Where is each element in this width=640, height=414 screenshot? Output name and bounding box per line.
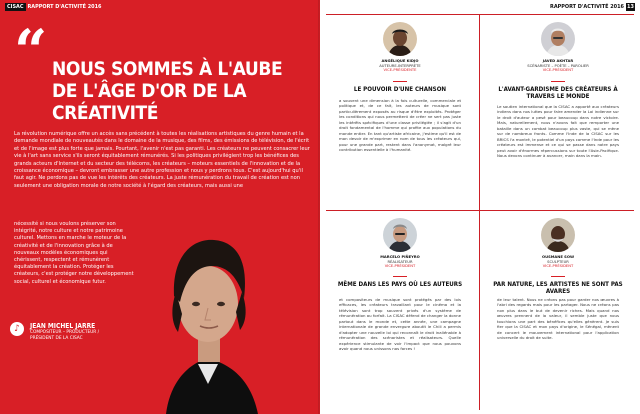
right-page: [320, 0, 640, 414]
middle-rule: [326, 210, 634, 211]
right-running-header: [550, 3, 635, 11]
pineyro-name: MARCELO PIÑEYRO: [380, 255, 420, 259]
music-note-icon: ♪: [10, 322, 24, 336]
akhtar-role1: SCÉNARISTE – POÈTE – PAROLIER: [527, 63, 589, 68]
center-rule-top: [479, 14, 480, 210]
pineyro-title: MÊME DANS LES PAYS OÙ LES AUTEURS: [337, 281, 463, 288]
intro-paragraph: La révolution numérique offre un accès sans précédent à toutes les réalisations artistiques du genre humain et la demande mondiale de nouveautés dans le domaine de la musique, des films, des émissions de télévision, de l'écrit et de l'image est plus forte que jamais. Pourtant, l'avenir n'est pas garanti. Les créateurs ne peuvent consacrer leur vie à l'art sans service s'ils seront équitablement rémunérés. Si les politiques privilégient trop les bénéfices des grands acteurs d'Internet et du secteur des télécoms, les créateurs – moteurs essentiels de l'innovation et de la croissance économique – devront embrasser une autre profession et nous y perdrons tous. C'est aujourd'hui qu'il faut agir. Ne perdons pas de vue les intérêts des créateurs. La juste rémunération du travail de création est non seulement une obligation morale de notre société à l'égard des créateurs, mais aussi une: [14, 131, 310, 189]
sow-body: de leur talent. Nous ne créons pas pour garder nos œuvres à l'abri des regards mais pour les partager. Nous ne créons pas non plus dans le but de devenir riches. Mais quand nos œuvres prennent de la valeur, il semble juste que nous touchions une part des bénéfices qu'elles génèrent. Je suis fier que la CISAC et mon pays d'origine, le Sénégal, mènent de concert le mouvement international pour l'application universelle du droit de suite.: [497, 297, 619, 341]
top-rule: [326, 14, 634, 15]
kidjo-caption: [355, 59, 445, 73]
kidjo-accent: [393, 81, 407, 82]
sow-role2: VICE-PRÉSIDENT: [542, 264, 574, 269]
left-running-header: [5, 3, 101, 11]
page-number: 13: [627, 4, 634, 10]
pineyro-body: et compositeurs de musique sont protégés par des lois efficaces, les créateurs travaillant pour le cinéma et la télévision sont trop souvent privés d'un système de rémunération au forfait. La CISAC défend de changer la donne partout dans le monde et, cette année, une campagne internationale de grande envergure aboutit le Chili a permis d'adopter une nouvelle loi qui reconnaît le droit inaliénable à rémunération des scénaristes et réalisateurs. Quelle expérience stimulante de voir l'impact que nous pouvons avoir quand nous unissons nos forces !: [339, 297, 461, 352]
akhtar-photo: [541, 22, 575, 56]
cisac-tag: CISAC: [7, 4, 24, 10]
pineyro-role1: RÉALISATEUR: [387, 259, 413, 264]
kidjo-name: ANGÉLIQUE KIDJO: [381, 59, 419, 63]
sow-accent: [551, 276, 565, 277]
right-header-label: RAPPORT D'ACTIVITÉ 2016: [550, 4, 624, 10]
sow-title: PAR NATURE, LES ARTISTES NE SONT PAS AVARES: [493, 281, 623, 296]
kidjo-role2: VICE-PRÉSIDENTE: [383, 68, 417, 73]
headline: NOUS SOMMES À L'AUBE DE L'ÂGE D'OR DE LA CRÉATIVITÉ: [52, 58, 283, 124]
signature-role: COMPOSITEUR – PRODUCTEUR / PRÉSIDENT DE LA CISAC: [30, 330, 100, 341]
sow-role1: SCULPTEUR: [547, 259, 569, 264]
akhtar-title: L'AVANT-GARDISME DES CRÉATEURS À TRAVERS LE MONDE: [498, 86, 618, 101]
pineyro-role2: VICE-PRÉSIDENT: [384, 264, 416, 269]
kidjo-body: a souvent une dimension à la fois culturelle, commerciale et politique et, de ce fait, les auteurs de musique sont particulièrement exposés au risque d'être exploités. Protéger les conditions qui nous permettent de créer ne sert pas juste les intérêts spécifiques d'une classe privilégiée ; il s'agit d'un droit fondamental de l'homme qui profite aux populations du monde entier. En tant qu'artiste africaine, j'estime qu'il est de mon devoir de m'exprimer en nom de tous les créateurs qui, pour une grande part, restent dans l'anonymat, malgré leur contribution essentielle à l'humanité.: [339, 98, 461, 153]
signature-block: [10, 322, 110, 341]
akhtar-body: Le soutien international que la CISAC a apporté aux créateurs indiens dans nos luttes pour faire amender la Loi indienne sur le droit d'auteur a pesé pour beaucoup dans notre victoire. Mais, naturellement, nous n'avons fait que remporter une bataille dans un combat beaucoup plus vaste, qui se mène sur de nombreux fronts. Comme l'Inde de la CISAC sur les BRICS l'a montré, le potentiel d'un pays comme l'Inde pour les créateurs est immense et ce qui se passe dans notre pays peut avoir d'énormes répercussions sur toute l'Asie-Pacifique. Nous devons continuer à avancer, main dans la main.: [497, 104, 619, 159]
center-rule-bottom: [479, 210, 480, 410]
akhtar-name: JAVED AKHTAR: [542, 59, 574, 63]
kidjo-photo: [383, 22, 417, 56]
jarre-portrait: [108, 222, 308, 414]
pineyro-photo: [383, 218, 417, 252]
quote-mark: “: [14, 17, 48, 85]
kidjo-title: LE POUVOIR D'UNE CHANSON: [353, 86, 447, 93]
sow-caption: [513, 255, 603, 269]
akhtar-accent: [551, 81, 565, 82]
pineyro-accent: [393, 276, 407, 277]
akhtar-role2: VICE-PRÉSIDENT: [542, 68, 574, 73]
sow-name: OUSMANE SOW: [541, 255, 575, 259]
sow-photo: [541, 218, 575, 252]
pineyro-caption: [355, 255, 445, 269]
left-header-label: RAPPORT D'ACTIVITÉ 2016: [27, 4, 102, 10]
intro-paragraph-continued: nécessité si nous voulons préserver son intégrité, notre culture et notre patrimoine culturel. Mettons en marche le moteur de la créativité et de l'innovation grâce à de nouveaux modèles économiques qui chérissent, respectent et rémunèrent équitablement la création. Protéger les créateurs, c'est protéger notre développement social, culturel et économique futur.: [14, 221, 134, 285]
akhtar-caption: [513, 59, 603, 73]
signature-name: JEAN MICHEL JARRE: [30, 322, 96, 330]
kidjo-role1: AUTEURE-INTERPRÈTE: [379, 63, 421, 68]
